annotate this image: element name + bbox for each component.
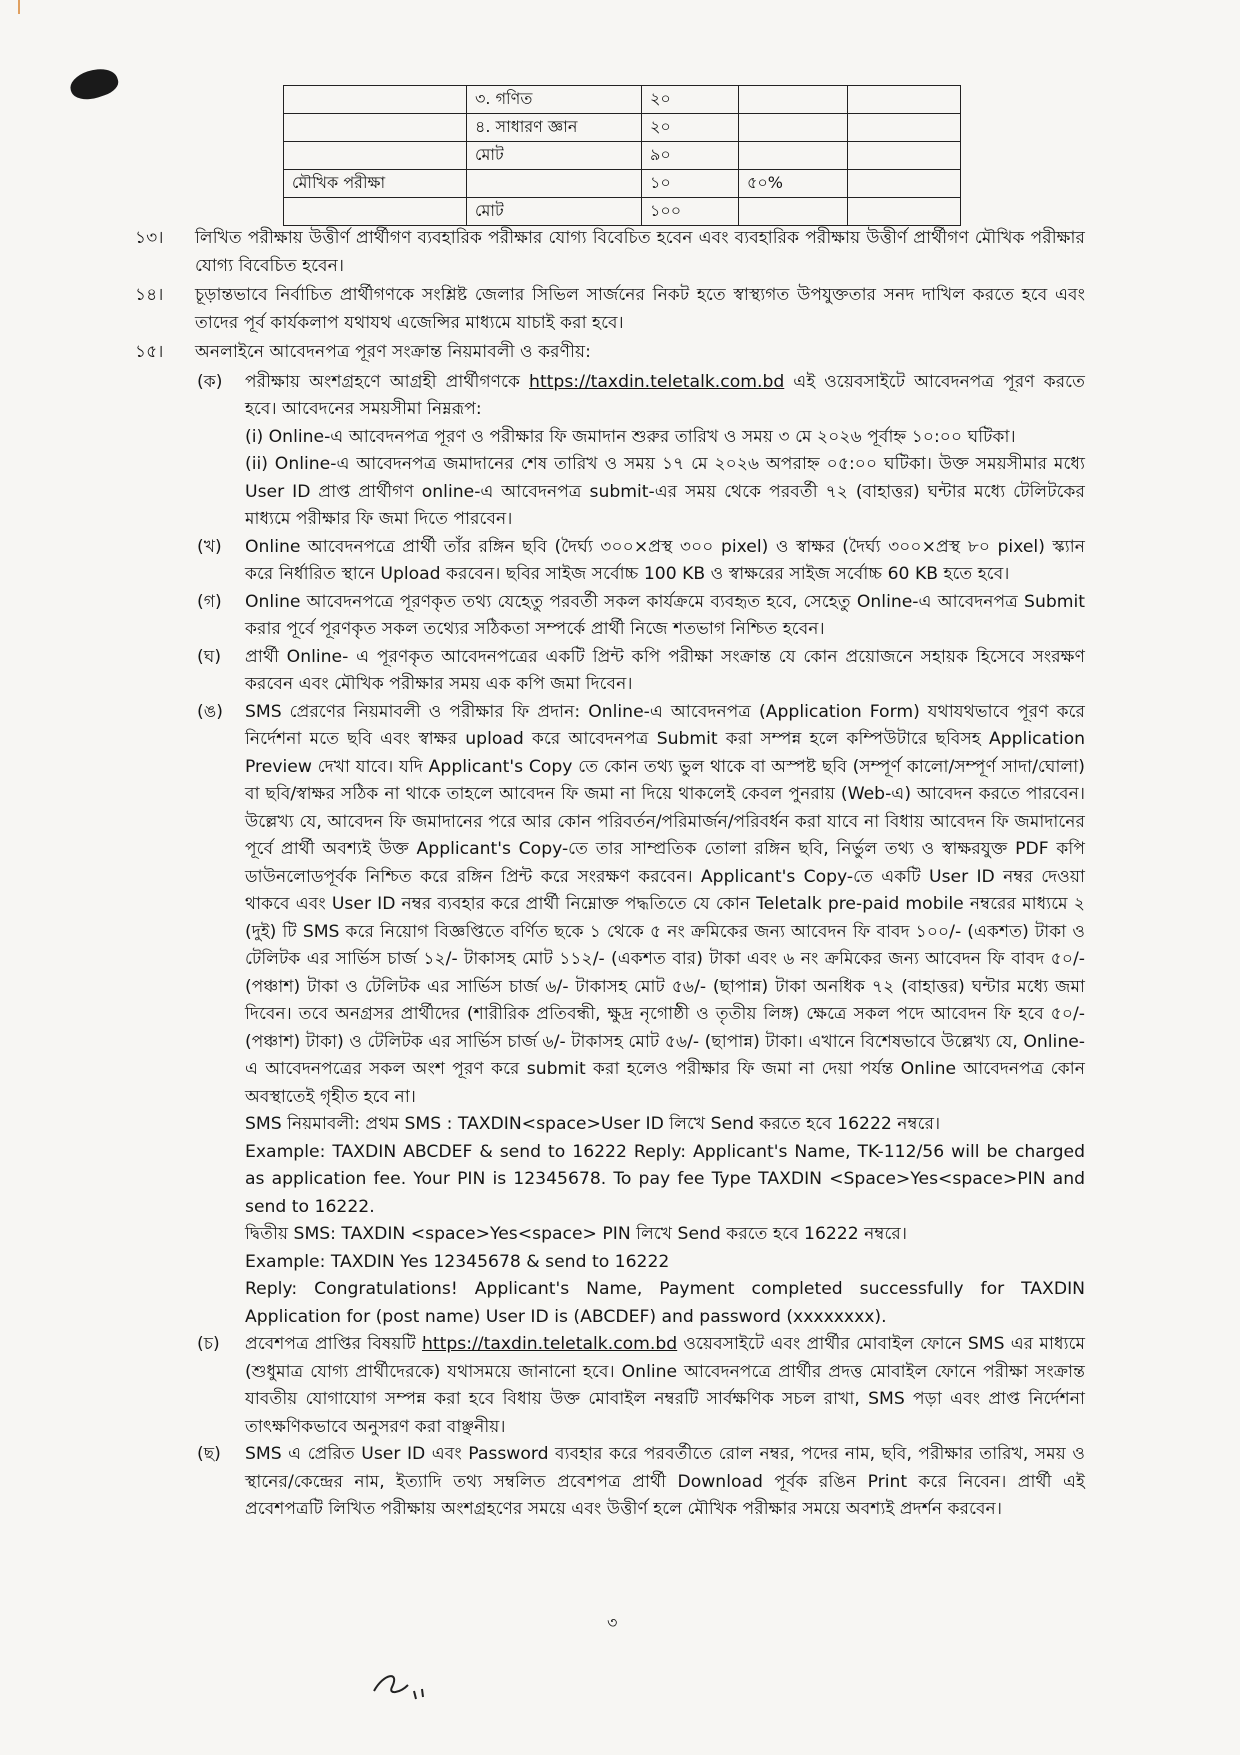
clause-text: লিখিত পরীক্ষায় উত্তীর্ণ প্রার্থীগণ ব্যবহারিক পরীক্ষার যোগ্য বিবেচিত হবেন এবং ব্যবহারিক পরীক্ষায় উত্তীর্ণ প্রার্থীগণ মৌখিক পরীক্ষার যোগ্য বিবেচিত হবেন।: [195, 228, 1085, 276]
subclause-ga: [135, 589, 1085, 644]
subclause-text: SMS প্রেরণের নিয়মাবলী ও পরীক্ষার ফি প্রদান: Online-এ আবেদনপত্র (Application Form) যথাযথভাবে পূরণ করে নির্দেশনা মতে ছবি এবং স্বাক্ষর upload করে আবেদনপত্র Submit করা সম্পন্ন হলে কম্পিউটারে ছবিসহ Application Preview দেখা যাবে। যদি Applicant's Copy তে কোন তথ্য ভুল থাকে বা অস্পষ্ট ছবি (সম্পূর্ণ কালো/সম্পূর্ণ সাদা/ঘোলা) বা ছবি/স্বাক্ষর সঠিক না থাকে তাহলে আবেদন ফি জমা না দিয়ে থাকলেই কেবল পুনরায় (Web-এ) আবেদন করতে পারবেন। উল্লেখ্য যে, আবেদন ফি জমাদানের পরে আর কোন পরিবর্তন/পরিমার্জন/পরিবর্ধন করা যাবে না বিধায় আবেদন ফি জমাদানের পূর্বে প্রার্থী অবশ্যই উক্ত Applicant's Copy-তে তার সাম্প্রতিক তোলা রঙ্গিন ছবি, নির্ভুল তথ্য ও স্বাক্ষরযুক্ত PDF কপি ডাউনলোডপূর্বক নিশ্চিত করে রঙ্গিন প্রিন্ট করে সংরক্ষণ করবেন। Applicant's Copy-তে একটি User ID নম্বর দেওয়া থাকবে এবং User ID নম্বর ব্যবহার করে প্রার্থী নিম্নোক্ত পদ্ধতিতে যে কোন Teletalk pre-paid mobile নম্বরের মাধ্যমে ২ (দুই) টি SMS করে নিয়োগ বিজ্ঞপ্তিতে বর্ণিত ছকে ১ থেকে ৫ নং ক্রমিকের জন্য আবেদন ফি বাবদ ১০০/- (একশত) টাকা ও টেলিটক এর সার্ভিস চার্জ ১২/- টাকাসহ মোট ১১২/- (একশত বার) টাকা এবং ৬ নং ক্রমিকের জন্য আবেদন ফি বাবদ ৫০/- (পঞ্চাশ) টাকা ও টেলিটক এর সার্ভিস চার্জ ৬/- টাকাসহ মোট ৫৬/- (ছাপান্ন) টাকা অনধিক ৭২ (বাহাত্তর) ঘন্টার মধ্যে জমা দিবেন। তবে অনগ্রসর প্রার্থীদের (শারীরিক প্রতিবন্ধী, ক্ষুদ্র নৃগোষ্ঠী ও তৃতীয় লিঙ্গ) ক্ষেত্রে সকল পদে আবেদন ফি হবে ৫০/- (পঞ্চাশ) টাকা) ও টেলিটক এর সার্ভিস চার্জ ৬/- টাকাসহ মোট ৫৬/- (ছাপান্ন) টাকা। এখানে বিশেষভাবে উল্লেখ্য যে, Online-এ আবেদনপত্রের সকল অংশ পূরণ করে submit করা হলেও পরীক্ষার ফি জমা না দেয়া পর্যন্ত Online আবেদনপত্র কোন অবস্থাতেই গৃহীত হবে না।: [245, 701, 1085, 1107]
table-row: [284, 86, 961, 114]
subclause-text: প্রবেশপত্র প্রাপ্তির বিষয়টি: [245, 1334, 416, 1354]
clause-number: ১৩।: [135, 228, 164, 248]
table-cell: ২০: [642, 114, 739, 142]
sms-rule-second: দ্বিতীয় SMS: TAXDIN <space>Yes<space> PIN লিখে Send করতে হবে 16222 নম্বরে।: [245, 1224, 908, 1244]
table-cell: [284, 198, 467, 226]
clause-text: অনলাইনে আবেদনপত্র পূরণ সংক্রান্ত নিয়মাবলী ও করণীয়:: [195, 342, 591, 362]
table-cell: ৯০: [642, 142, 739, 170]
table-cell: [284, 86, 467, 114]
clause-13: [135, 225, 1085, 280]
table-cell: [739, 114, 848, 142]
table-cell: ১০: [642, 170, 739, 198]
schedule-end: (ii) Online-এ আবেদনপত্র জমাদানের শেষ তারিখ ও সময় ১৭ মে ২০২৬ অপরাহ্ন ০৫:০০ ঘটিকা। উক্ত সময়সীমার মধ্যে User ID প্রাপ্ত প্রার্থীগণ online-এ আবেদনপত্র submit-এর সময় থেকে পরবর্তী ৭২ (বাহাত্তর) ঘন্টার মধ্যে টেলিটকের মাধ্যমে পরীক্ষার ফি জমা দিতে পারবেন।: [245, 454, 1085, 529]
schedule-start: (i) Online-এ আবেদনপত্র পূরণ ও পরীক্ষার ফি জমাদান শুরুর তারিখ ও সময় ৩ মে ২০২৬ পূর্বাহ্ন ১০:০০ ঘটিকা।: [245, 426, 1016, 447]
table-cell: [284, 114, 467, 142]
handwritten-initial: [370, 1665, 430, 1709]
subclause-text: ওয়েবসাইটে এবং প্রার্থীর মোবাইল ফোনে SMS এর মাধ্যমে (শুধুমাত্র যোগ্য প্রার্থীদেরকে) যথাসময়ে জানানো হবে। Online আবেদনপত্রে প্রার্থীর প্রদত্ত মোবাইল ফোনে পরীক্ষা সংক্রান্ত যাবতীয় যোগাযোগ সম্পন্ন করা হবে বিধায় উক্ত মোবাইল নম্বরটি সার্বক্ষণিক সচল রাখা, SMS পড়া এবং প্রাপ্ত নির্দেশনা তাৎক্ষণিকভাবে অনুসরণ করা বাঞ্ছনীয়।: [245, 1334, 1086, 1437]
subclause-label: (ছ): [197, 1444, 221, 1464]
subclause-uma: [135, 699, 1085, 1112]
subclause-text: Online আবেদনপত্রে পূরণকৃত তথ্য যেহেতু পরবর্তী সকল কার্যক্রমে ব্যবহৃত হবে, সেহেতু Online-এ আবেদনপত্র Submit করার পূর্বে পূরণকৃত সকল তথ্যের সঠিকতা সম্পর্কে প্রার্থী নিজে শতভাগ নিশ্চিত হবেন।: [245, 591, 1085, 639]
table-cell: [739, 142, 848, 170]
subclause-cha: [135, 1331, 1085, 1441]
subclause-label: (চ): [197, 1334, 220, 1354]
website-link[interactable]: https://taxdin.teletalk.com.bd: [421, 1334, 678, 1354]
subclause-label: (খ): [197, 536, 222, 557]
subclause-text: পরীক্ষায় অংশগ্রহণে আগ্রহী প্রার্থীগণকে: [245, 371, 521, 392]
table-cell: ২০: [642, 86, 739, 114]
subclause-ka: [135, 369, 1085, 424]
table-cell: ৩. গণিত: [467, 86, 642, 114]
page-number: ৩: [607, 1613, 618, 1632]
subclause-kha: [135, 534, 1085, 589]
table-cell: [739, 86, 848, 114]
clause-14: [135, 282, 1085, 337]
sms-rule-first: SMS নিয়মাবলী: প্রথম SMS : TAXDIN<space>User ID লিখে Send করতে হবে 16222 নম্বরে।: [245, 1114, 941, 1134]
table-cell: ১০০: [642, 198, 739, 226]
sms-reply: Reply: Congratulations! Applicant's Name, Payment completed successfully for TAXDIN Application for (post name) User ID is (ABCDEF) and password (xxxxxxxx).: [245, 1279, 1085, 1327]
table-row: [284, 142, 961, 170]
marks-table: [283, 85, 961, 226]
clause-15: [135, 339, 1085, 367]
subclause-label: (গ): [197, 591, 222, 612]
table-cell: মৌখিক পরীক্ষা: [284, 170, 467, 198]
table-cell: [467, 170, 642, 198]
table-cell: [848, 198, 961, 226]
subclause-chha: [135, 1441, 1085, 1524]
margin-mark: [18, 0, 20, 14]
table-cell: [284, 142, 467, 170]
table-cell: মোট: [467, 198, 642, 226]
clause-text: চূড়ান্তভাবে নির্বাচিত প্রার্থীগণকে সংশ্লিষ্ট জেলার সিভিল সার্জনের নিকট হতে স্বাস্থ্যগত উপযুক্ততার সনদ দাখিল করতে হবে এবং তাদের পূর্ব কার্যকলাপ যথাযথ এজেন্সির মাধ্যমে যাচাই করা হবে।: [195, 285, 1085, 333]
ink-blot: [67, 63, 121, 104]
subclause-label: (ক): [197, 371, 223, 392]
subclause-label: (ঙ): [197, 701, 224, 722]
subclause-text: SMS এ প্রেরিত User ID এবং Password ব্যবহার করে পরবর্তীতে রোল নম্বর, পদের নাম, ছবি, পরীক্ষার তারিখ, সময় ও স্থানের/কেন্দ্রের নাম, ইত্যাদি তথ্য সম্বলিত প্রবেশপত্র প্রার্থী Download পূর্বক রঙিন Print করে নিবেন। প্রার্থী এই প্রবেশপত্রটি লিখিত পরীক্ষায় অংশগ্রহণের সময়ে এবং উত্তীর্ণ হলে মৌখিক পরীক্ষার সময়ে অবশ্যই প্রদর্শন করবেন।: [245, 1444, 1085, 1519]
table-cell: [848, 170, 961, 198]
subclause-label: (ঘ): [197, 646, 222, 667]
clause-number: ১৪।: [135, 285, 164, 305]
table-cell: [848, 142, 961, 170]
subclause-gha: [135, 644, 1085, 699]
table-cell: [848, 86, 961, 114]
table-cell: ৫০%: [739, 170, 848, 198]
website-link[interactable]: https://taxdin.teletalk.com.bd: [529, 371, 785, 392]
table-row: [284, 170, 961, 198]
table-cell: [848, 114, 961, 142]
table-cell: [739, 198, 848, 226]
table-cell: ৪. সাধারণ জ্ঞান: [467, 114, 642, 142]
sms-example-second: Example: TAXDIN Yes 12345678 & send to 16222: [245, 1251, 670, 1272]
sms-example-first: Example: TAXDIN ABCDEF & send to 16222 Reply: Applicant's Name, TK-112/56 will be charged as application fee. Your PIN is 12345678. To pay fee Type TAXDIN <Space>Yes<space>PIN and send to 16222.: [245, 1141, 1085, 1217]
clause-number: ১৫।: [135, 342, 164, 362]
subclause-text: এই ওয়েবসাইটে আবেদনপত্র পূরণ করতে হবে। আবেদনের সময়সীমা নিম্নরূপ:: [245, 371, 1085, 419]
table-row: [284, 198, 961, 226]
table-row: [284, 114, 961, 142]
subclause-text: প্রার্থী Online- এ পূরণকৃত আবেদনপত্রের একটি প্রিন্ট কপি পরীক্ষা সংক্রান্ত যে কোন প্রয়োজনে সহায়ক হিসেবে সংরক্ষণ করবেন এবং মৌখিক পরীক্ষার সময় এক কপি জমা দিবেন।: [245, 646, 1085, 694]
document-body: [135, 225, 1085, 1524]
table-cell: মোট: [467, 142, 642, 170]
subclause-text: Online আবেদনপত্রে প্রার্থী তাঁর রঙ্গিন ছবি (দৈর্ঘ্য ৩০০×প্রস্থ ৩০০ pixel) ও স্বাক্ষর (দৈর্ঘ্য ৩০০×প্রস্থ ৮০ pixel) স্ক্যান করে নির্ধারিত স্থানে Upload করবেন। ছবির সাইজ সর্বোচ্চ 100 KB ও স্বাক্ষরের সাইজ সর্বোচ্চ 60 KB হতে হবে।: [245, 536, 1085, 584]
